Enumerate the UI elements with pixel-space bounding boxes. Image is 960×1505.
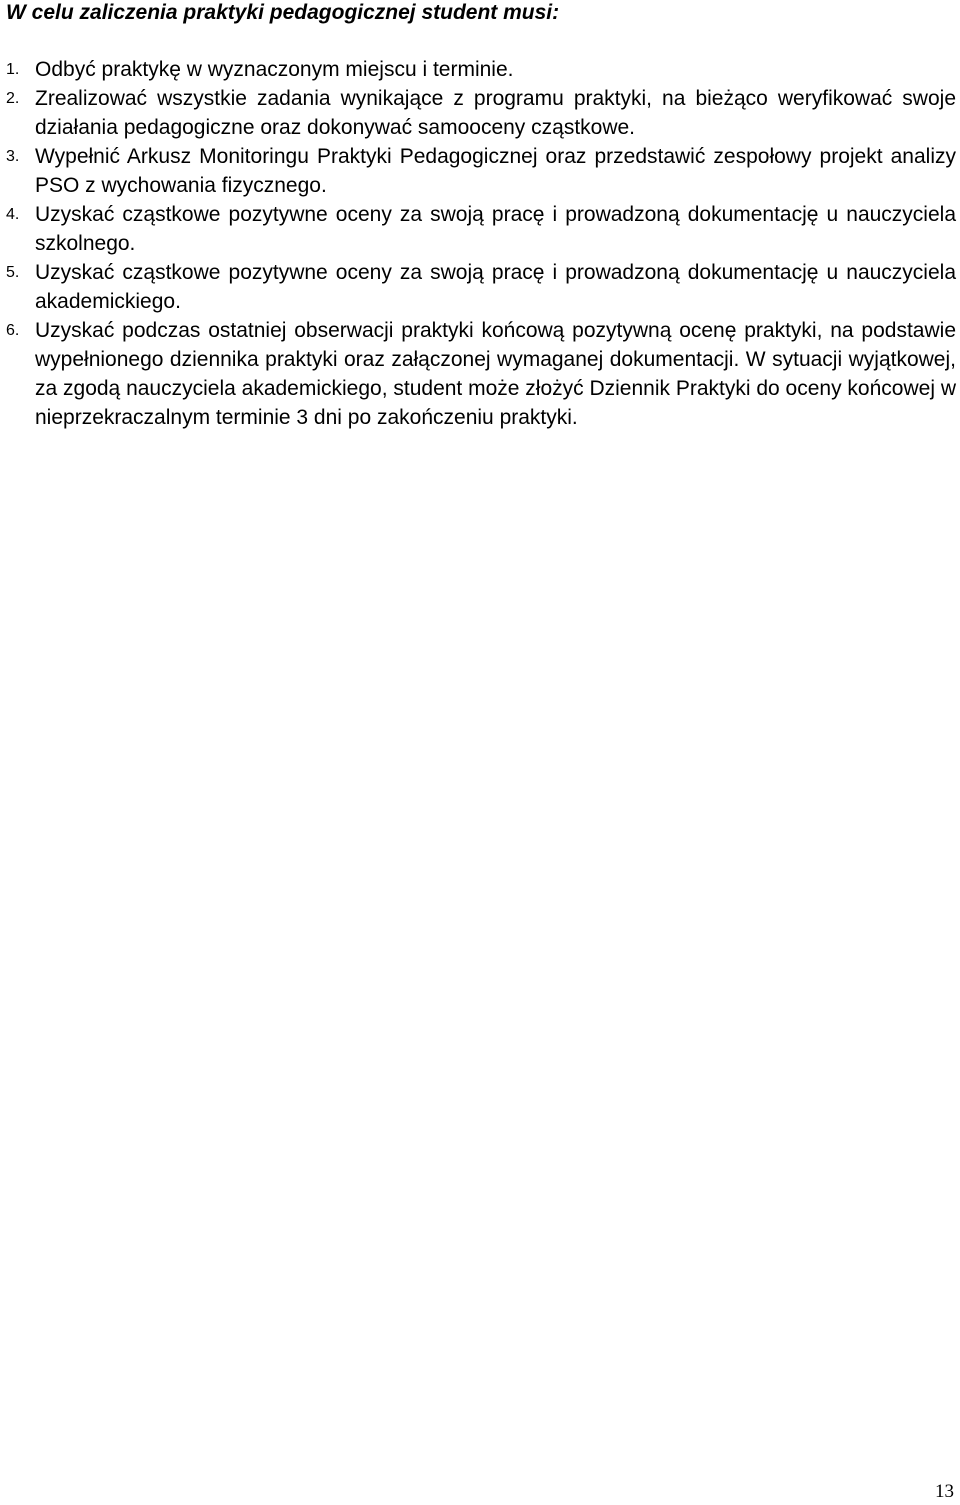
requirement-item (6, 316, 956, 432)
item-number: 4. (6, 206, 20, 223)
item-text: Wypełnić Arkusz Monitoringu Praktyki Pedagogicznej oraz przedstawić zespołowy projekt analizy PSO z wychowania fizycznego. (35, 145, 956, 197)
requirements-list (6, 55, 956, 432)
requirement-item (6, 142, 956, 200)
item-text: Odbyć praktykę w wyznaczonym miejscu i terminie. (35, 58, 514, 81)
item-text: Uzyskać podczas ostatniej obserwacji praktyki końcową pozytywną ocenę praktyki, na podstawie wypełnionego dziennika praktyki oraz załączonej wymaganej dokumentacji. W sytuacji wyjątkowej, za zgodą nauczyciela akademickiego, student może złożyć Dziennik Praktyki do oceny końcowej w nieprzekraczalnym terminie 3 dni po zakończeniu praktyki. (35, 319, 956, 429)
requirement-item (6, 258, 956, 316)
requirement-item (6, 55, 956, 84)
page-number: 13 (935, 1481, 954, 1502)
item-text: Uzyskać cząstkowe pozytywne oceny za swoją pracę i prowadzoną dokumentację u nauczyciela akademickiego. (35, 261, 956, 313)
requirement-item (6, 200, 956, 258)
page-heading: W celu zaliczenia praktyki pedagogicznej student musi: (6, 1, 560, 24)
item-number: 3. (6, 148, 20, 165)
item-number: 5. (6, 264, 20, 281)
item-number: 6. (6, 322, 20, 339)
item-text: Zrealizować wszystkie zadania wynikające z programu praktyki, na bieżąco weryfikować swoje działania pedagogiczne oraz dokonywać samooceny cząstkowe. (35, 87, 956, 139)
item-text: Uzyskać cząstkowe pozytywne oceny za swoją pracę i prowadzoną dokumentację u nauczyciela szkolnego. (35, 203, 956, 255)
requirement-item (6, 84, 956, 142)
item-number: 1. (6, 61, 20, 78)
item-number: 2. (6, 90, 20, 107)
